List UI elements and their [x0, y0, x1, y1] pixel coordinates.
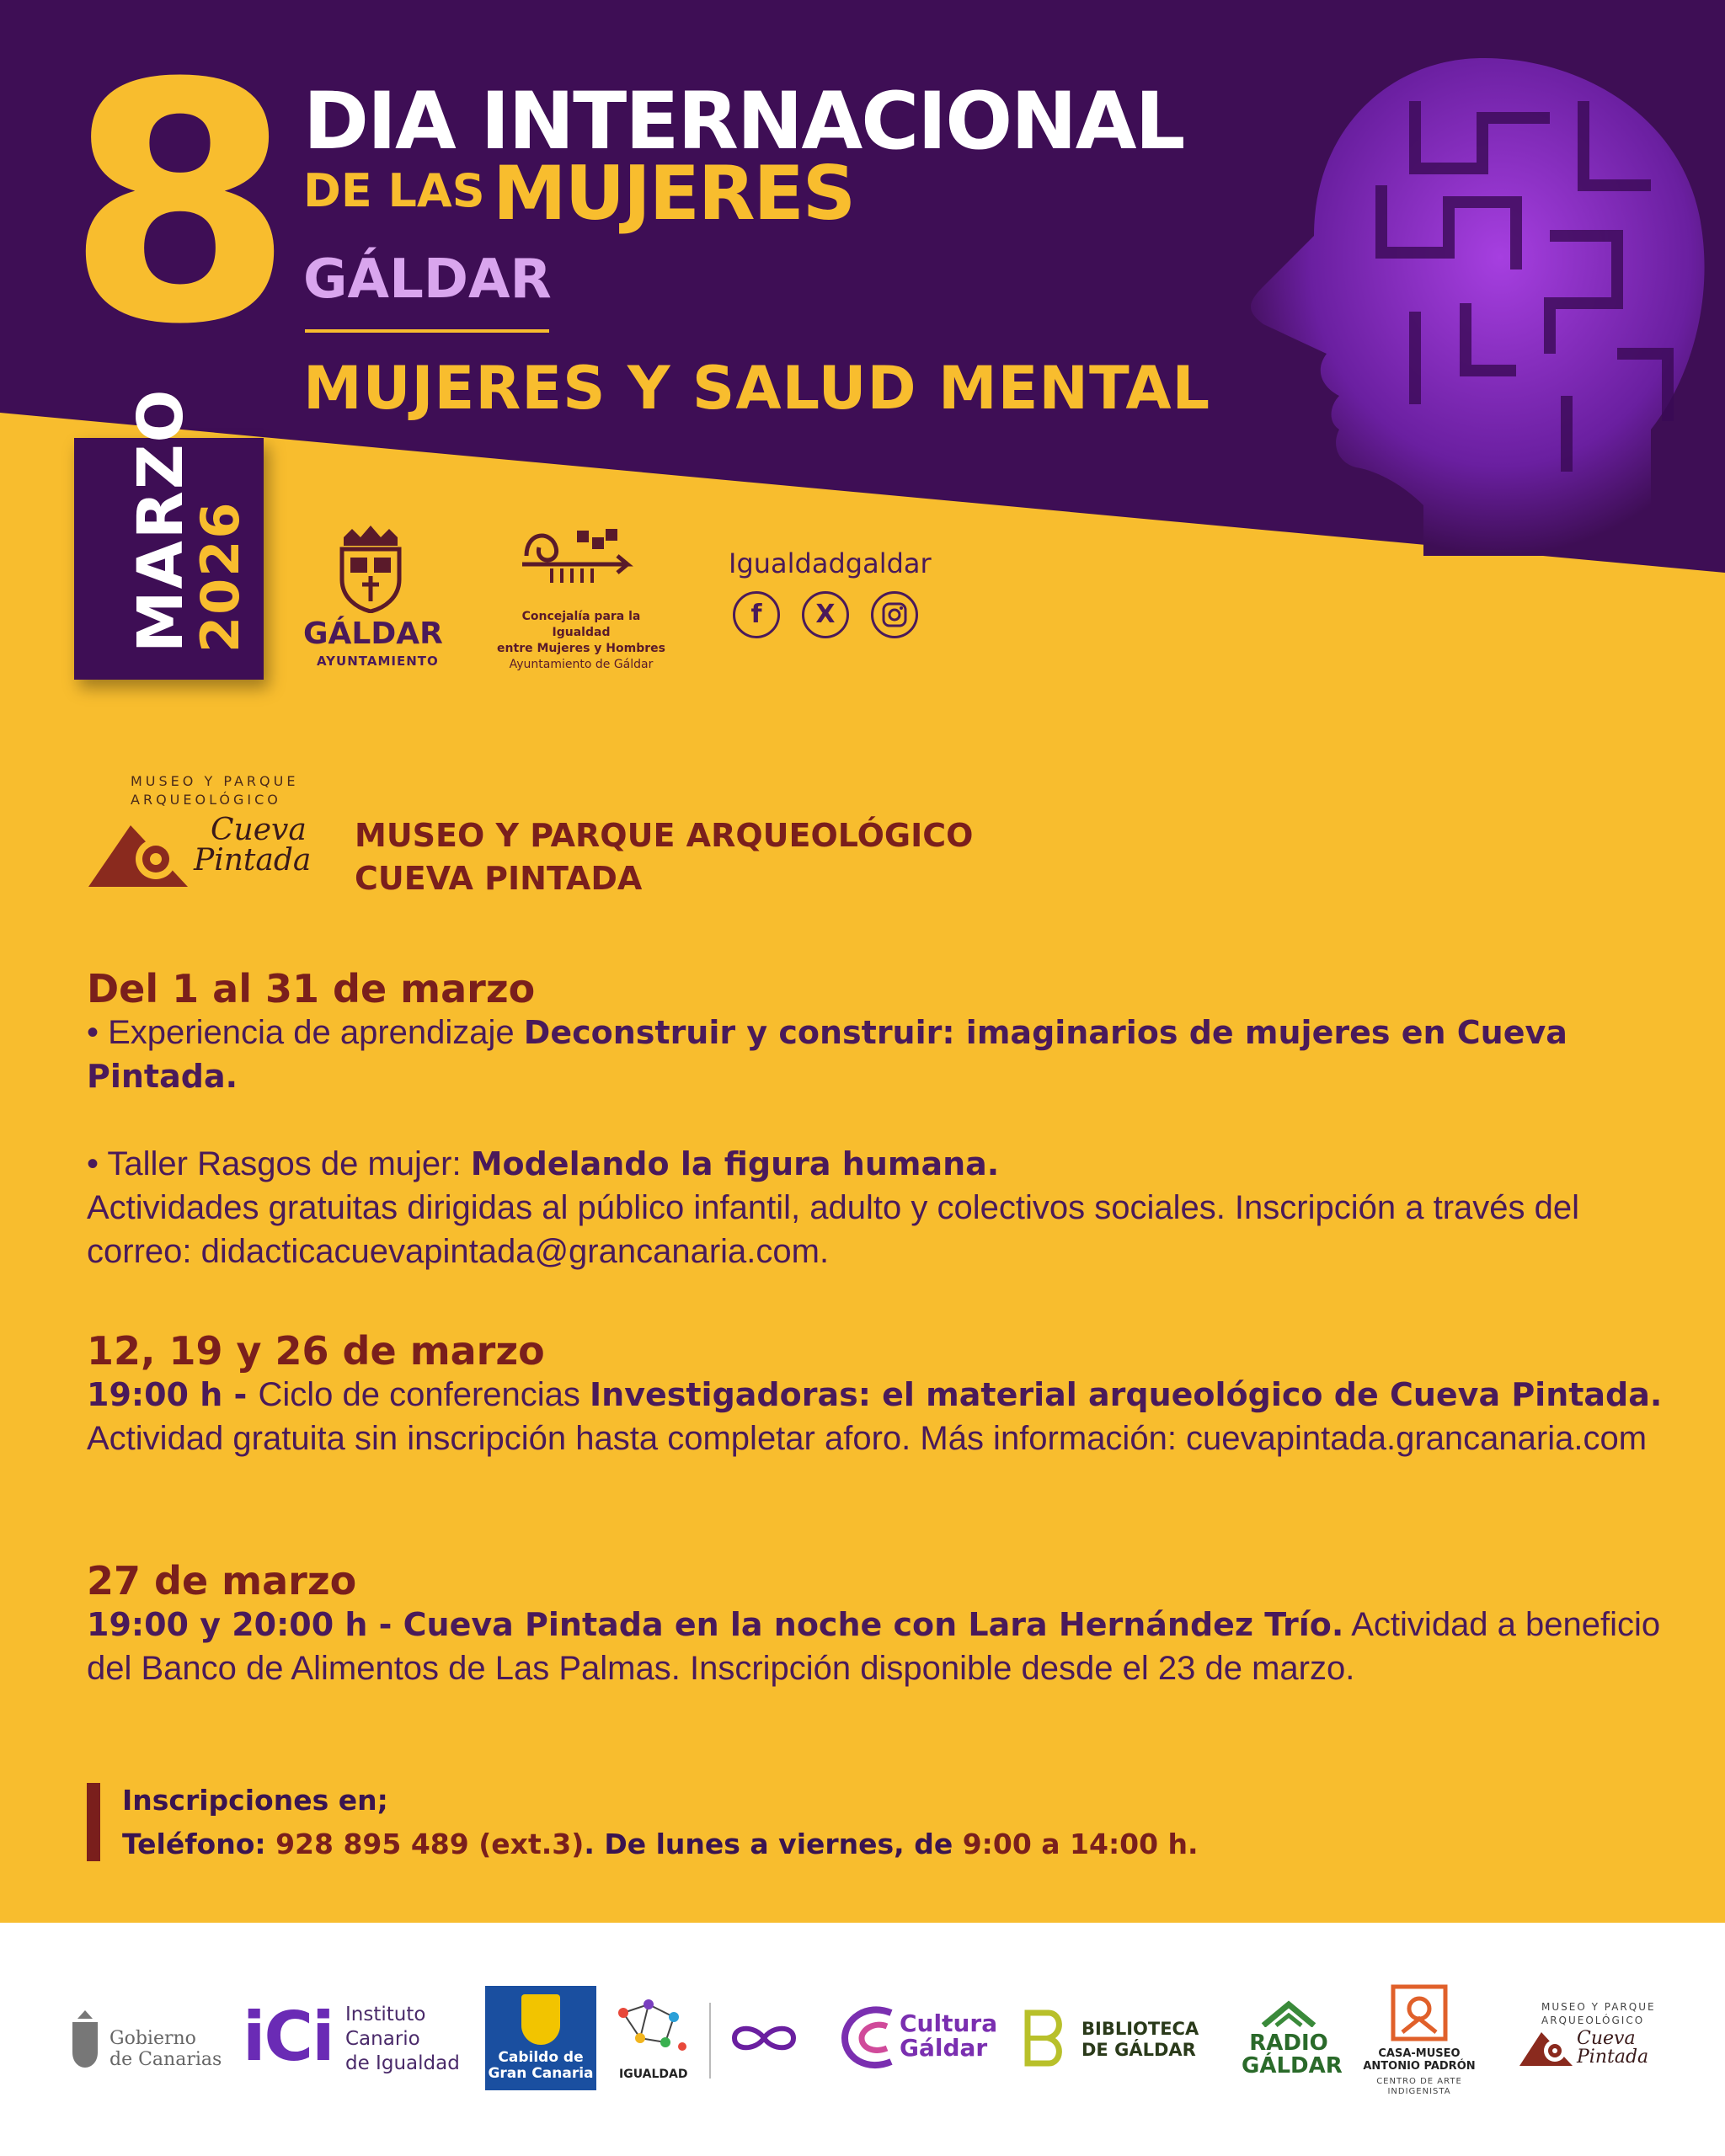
- casa-museo-sub: CENTRO DE ARTE INDIGENISTA: [1376, 2077, 1462, 2096]
- pintada-word: Pintada: [194, 843, 312, 878]
- event-1b-text: Actividades gratuitas dirigidas al público infantil, adulto y colectivos sociales. Inscripción a través del correo: didacticacuevapintada@grancanaria.com.: [87, 1189, 1580, 1270]
- event-1-date: Del 1 al 31 de marzo: [87, 966, 536, 1011]
- cabildo-logo: [485, 1986, 596, 2090]
- event-1b-prefix: • Taller Rasgos de mujer:: [87, 1145, 471, 1182]
- theme-title: MUJERES Y SALUD MENTAL: [303, 354, 1211, 423]
- casa-museo-icon: [1390, 1983, 1449, 2042]
- radio-galdar-text: RADIO GÁLDAR: [1242, 2031, 1343, 2079]
- instagram-icon[interactable]: [871, 591, 918, 638]
- gobierno-canarias-text: Gobierno de Canarias: [109, 2028, 222, 2071]
- radio-galdar-icon: [1259, 2000, 1318, 2027]
- cueva-pintada-small-word: Cueva Pintada: [1577, 2028, 1649, 2068]
- inscriptions-details: [122, 1828, 1199, 1860]
- event-2-text: Actividad gratuita sin inscripción hasta completar aforo. Más información: cuevapintada.grancanaria.com: [87, 1420, 1648, 1457]
- title-line-2-small: DE LAS: [303, 164, 485, 217]
- facebook-icon[interactable]: f: [733, 591, 780, 638]
- cueva-word: Cueva: [211, 813, 307, 847]
- museum-small-line-2: ARQUEOLÓGICO: [131, 792, 281, 808]
- infinity-icon: [726, 2021, 802, 2055]
- biblioteca-icon: [1023, 2009, 1072, 2068]
- phone-number[interactable]: 928 895 489 (ext.3): [275, 1828, 585, 1860]
- title-divider: [305, 329, 549, 333]
- concejalia-line-3: Ayuntamiento de Gáldar: [509, 657, 654, 671]
- maze-head-illustration: [1213, 34, 1725, 556]
- cueva-pintada-logo-word: [194, 813, 312, 878]
- event-3: [87, 1559, 1670, 1690]
- title-line-1: DIA INTERNACIONAL: [303, 76, 1184, 168]
- museum-title-line-1: MUSEO Y PARQUE ARQUEOLÓGICO: [355, 817, 974, 854]
- cueva-pintada-small-logo-icon: [1519, 2030, 1573, 2067]
- concejalia-line-2: entre Mujeres y Hombres: [497, 641, 665, 655]
- biblioteca-text: BIBLIOTECA DE GÁLDAR: [1081, 2019, 1199, 2061]
- event-2-prefix: Ciclo de conferencias: [258, 1376, 590, 1413]
- museum-title-line-2: CUEVA PINTADA: [355, 860, 643, 898]
- date-year: 2026: [190, 500, 251, 653]
- concejalia-logo-icon: [518, 522, 636, 590]
- cabildo-text: Cabildo de Gran Canaria: [488, 2049, 594, 2082]
- cueva-pintada-logo-icon: [88, 821, 190, 889]
- ici-mark: iCi: [243, 1998, 334, 2076]
- sponsor-divider: [709, 2003, 711, 2079]
- galdar-logo-name: GÁLDAR: [303, 616, 443, 651]
- event-2-date: 12, 19 y 26 de marzo: [87, 1328, 545, 1374]
- social-handle: Igualdadgaldar: [729, 547, 932, 579]
- cultura-galdar-icon: [841, 2003, 900, 2072]
- cueva-pintada-small-text: MUSEO Y PARQUE ARQUEOLÓGICO: [1541, 2001, 1656, 2026]
- museum-logo-small-text: [131, 772, 298, 810]
- title-location: GÁLDAR: [303, 248, 552, 311]
- event-1a-prefix: • Experiencia de aprendizaje: [87, 1014, 524, 1051]
- casa-museo-text: CASA-MUSEO ANTONIO PADRÓN: [1363, 2047, 1476, 2073]
- event-1b-title: Modelando la figura humana.: [470, 1145, 1000, 1182]
- event-2: [87, 1329, 1670, 1460]
- inscriptions-heading: Inscripciones en;: [122, 1784, 388, 1817]
- phone-label: Teléfono:: [122, 1828, 276, 1860]
- x-twitter-icon[interactable]: X: [802, 591, 849, 638]
- event-2-title: Investigadoras: el material arqueológico de Cueva Pintada.: [590, 1376, 1663, 1413]
- event-3-text: Actividad a beneficio del Banco de Alimentos de Las Palmas. Inscripción disponible desde el 23 de marzo.: [87, 1606, 1661, 1687]
- inscriptions-accent-bar: [87, 1783, 100, 1861]
- event-2-time: 19:00 h -: [87, 1376, 259, 1413]
- date-day: 8: [66, 13, 295, 396]
- cultura-galdar-text: Cultura Gáldar: [900, 2009, 998, 2063]
- galdar-logo-sub: AYUNTAMIENTO: [317, 654, 439, 669]
- concejalia-line-1: Concejalía para la Igualdad: [521, 610, 641, 639]
- museum-title: [355, 814, 973, 901]
- igualdad-network-icon: [615, 1996, 691, 2063]
- title-line-2-big: MUJERES: [493, 150, 855, 237]
- gobierno-canarias-crest-icon: [67, 2009, 103, 2069]
- concejalia-text: [493, 609, 670, 673]
- event-1a-title: Deconstruir y construir: imaginarios de mujeres en Cueva Pintada.: [87, 1014, 1567, 1095]
- galdar-coat-of-arms-icon: [337, 520, 404, 613]
- igualdad-text: IGUALDAD: [619, 2068, 688, 2081]
- hours-text: 9:00 a 14:00 h.: [962, 1828, 1199, 1860]
- event-3-date: 27 de marzo: [87, 1558, 357, 1604]
- event-1: [87, 967, 1670, 1273]
- date-month: MARZO: [125, 387, 197, 653]
- days-text: . De lunes a viernes, de: [584, 1828, 963, 1860]
- museum-small-line-1: MUSEO Y PARQUE: [131, 773, 299, 789]
- event-3-title: 19:00 y 20:00 h - Cueva Pintada en la noche con Lara Hernández Trío.: [87, 1606, 1344, 1643]
- ici-name: Instituto Canario de Igualdad: [345, 2004, 460, 2074]
- cabildo-crest-icon: [521, 1994, 560, 2045]
